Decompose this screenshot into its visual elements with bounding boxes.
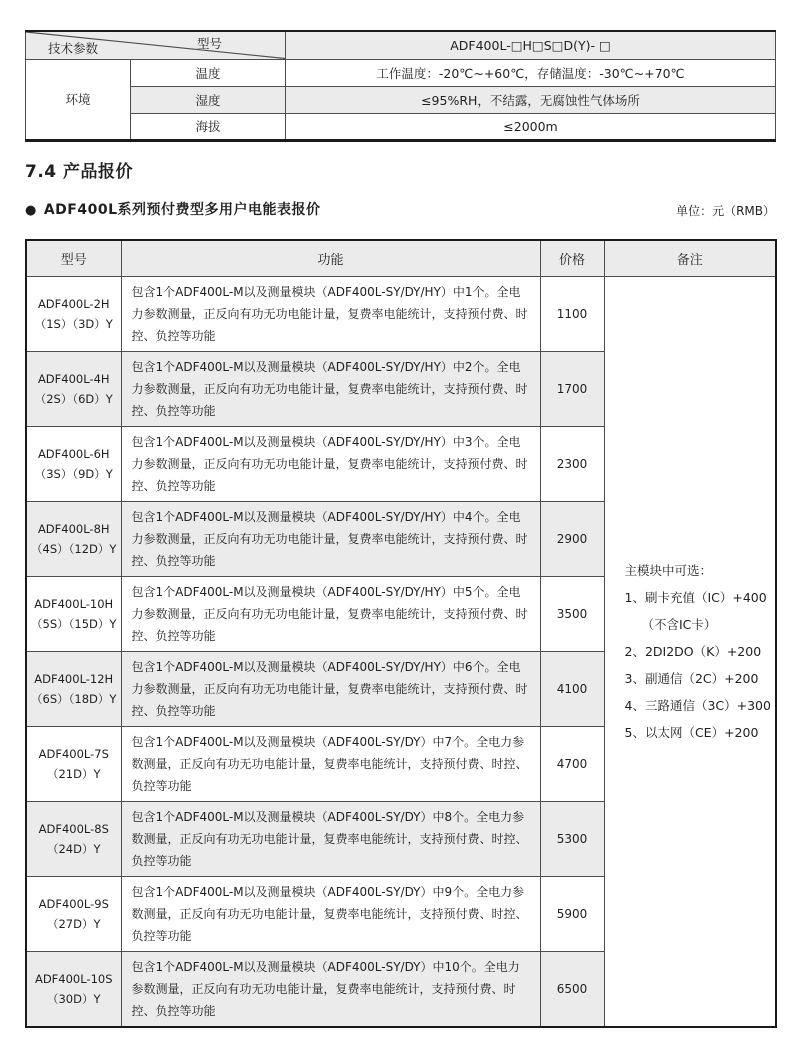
spec-value-altitude: ≤2000m <box>286 113 776 140</box>
function-cell: 包含1个ADF400L-M以及测量模块（ADF400L-SY/DY/HY）中6个。全电力参数测量，正反向有功无功电能计量，复费率电能统计，支持预付费、时控、负控等功能 <box>121 652 540 727</box>
function-cell: 包含1个ADF400L-M以及测量模块（ADF400L-SY/DY/HY）中4个。全电力参数测量，正反向有功无功电能计量，复费率电能统计，支持预付费、时控、负控等功能 <box>121 502 540 577</box>
spec-param-altitude: 海拔 <box>131 113 286 140</box>
model-cell: ADF400L-10H （5S）（15D）Y <box>26 577 121 652</box>
unit-label: 单位：元（RMB） <box>676 203 775 218</box>
spec-table <box>25 30 776 142</box>
remark-item: （不含IC卡） <box>641 617 717 632</box>
subtitle-row <box>25 199 775 219</box>
section-heading: 7.4 产品报价 <box>25 161 134 182</box>
remark-item: 5、以太网（CE）+200 <box>624 725 759 740</box>
price-cell: 4100 <box>540 652 604 727</box>
price-cell: 2900 <box>540 502 604 577</box>
remark-item: 4、三路通信（3C）+300 <box>624 698 771 713</box>
model-cell: ADF400L-8S （24D）Y <box>26 802 121 877</box>
function-cell: 包含1个ADF400L-M以及测量模块（ADF400L-SY/DY）中7个。全电力参数测量，正反向有功无功电能计量，复费率电能统计，支持预付费、时控、负控等功能 <box>121 727 540 802</box>
header-price: 价格 <box>540 240 604 277</box>
price-cell: 4700 <box>540 727 604 802</box>
function-cell: 包含1个ADF400L-M以及测量模块（ADF400L-SY/DY/HY）中1个。全电力参数测量，正反向有功无功电能计量，复费率电能统计，支持预付费、时控、负控等功能 <box>121 277 540 352</box>
price-table-header-row <box>26 240 776 277</box>
price-cell: 2300 <box>540 427 604 502</box>
price-table <box>25 239 777 1029</box>
model-cell: ADF400L-8H （4S）（12D）Y <box>26 502 121 577</box>
model-cell: ADF400L-12H （6S）（18D）Y <box>26 652 121 727</box>
corner-bottom-label: 技术参数 <box>48 40 99 56</box>
price-list-title-text: ADF400L系列预付费型多用户电能表报价 <box>43 201 321 218</box>
corner-top-label: 型号 <box>196 36 222 51</box>
function-cell: 包含1个ADF400L-M以及测量模块（ADF400L-SY/DY/HY）中2个。全电力参数测量，正反向有功无功电能计量，复费率电能统计，支持预付费、时控、负控等功能 <box>121 352 540 427</box>
function-cell: 包含1个ADF400L-M以及测量模块（ADF400L-SY/DY）中9个。全电力参数测量，正反向有功无功电能计量，复费率电能统计，支持预付费、时控、负控等功能 <box>121 877 540 952</box>
model-cell: ADF400L-4H （2S）（6D）Y <box>26 352 121 427</box>
price-cell: 5900 <box>540 877 604 952</box>
remark-title: 主模块中可选： <box>624 563 713 578</box>
remark-item: 1、刷卡充值（IC）+400 <box>624 590 767 605</box>
bullet-icon: ● <box>25 202 37 218</box>
function-cell: 包含1个ADF400L-M以及测量模块（ADF400L-SY/DY/HY）中5个。全电力参数测量，正反向有功无功电能计量，复费率电能统计，支持预付费、时控、负控等功能 <box>121 577 540 652</box>
price-cell: 6500 <box>540 952 604 1028</box>
table-row <box>26 277 776 352</box>
header-function: 功能 <box>121 240 540 277</box>
remark-item: 2、2DI2DO（K）+200 <box>624 644 762 659</box>
model-cell: ADF400L-6H （3S）（9D）Y <box>26 427 121 502</box>
function-cell: 包含1个ADF400L-M以及测量模块（ADF400L-SY/DY）中8个。全电力参数测量，正反向有功无功电能计量，复费率电能统计，支持预付费、时控、负控等功能 <box>121 802 540 877</box>
model-cell: ADF400L-2H （1S）（3D）Y <box>26 277 121 352</box>
model-cell: ADF400L-7S （21D）Y <box>26 727 121 802</box>
remark-item: 3、副通信（2C）+200 <box>624 671 759 686</box>
model-cell: ADF400L-10S （30D）Y <box>26 952 121 1028</box>
spec-value-temperature: 工作温度：-20℃~+60℃，存储温度：-30℃~+70℃ <box>286 59 776 86</box>
spec-corner-cell <box>26 31 286 59</box>
price-cell: 1700 <box>540 352 604 427</box>
spec-param-humidity: 湿度 <box>131 86 286 113</box>
function-cell: 包含1个ADF400L-M以及测量模块（ADF400L-SY/DY）中10个。全电力参数测量，正反向有功无功电能计量，复费率电能统计，支持预付费、时控、负控等功能 <box>121 952 540 1028</box>
spec-param-temperature: 温度 <box>131 59 286 86</box>
model-cell: ADF400L-9S （27D）Y <box>26 877 121 952</box>
header-model: 型号 <box>26 240 121 277</box>
spec-value-humidity: ≤95%RH，不结露，无腐蚀性气体场所 <box>286 86 776 113</box>
price-cell: 5300 <box>540 802 604 877</box>
function-cell: 包含1个ADF400L-M以及测量模块（ADF400L-SY/DY/HY）中3个。全电力参数测量，正反向有功无功电能计量，复费率电能统计，支持预付费、时控、负控等功能 <box>121 427 540 502</box>
header-remark: 备注 <box>604 240 776 277</box>
price-cell: 1100 <box>540 277 604 352</box>
spec-model-value: ADF400L-□H□S□D(Y)- □ <box>286 31 776 59</box>
remark-cell <box>604 277 776 1028</box>
price-cell: 3500 <box>540 577 604 652</box>
price-list-title <box>25 199 321 219</box>
spec-group-label: 环境 <box>26 59 131 140</box>
